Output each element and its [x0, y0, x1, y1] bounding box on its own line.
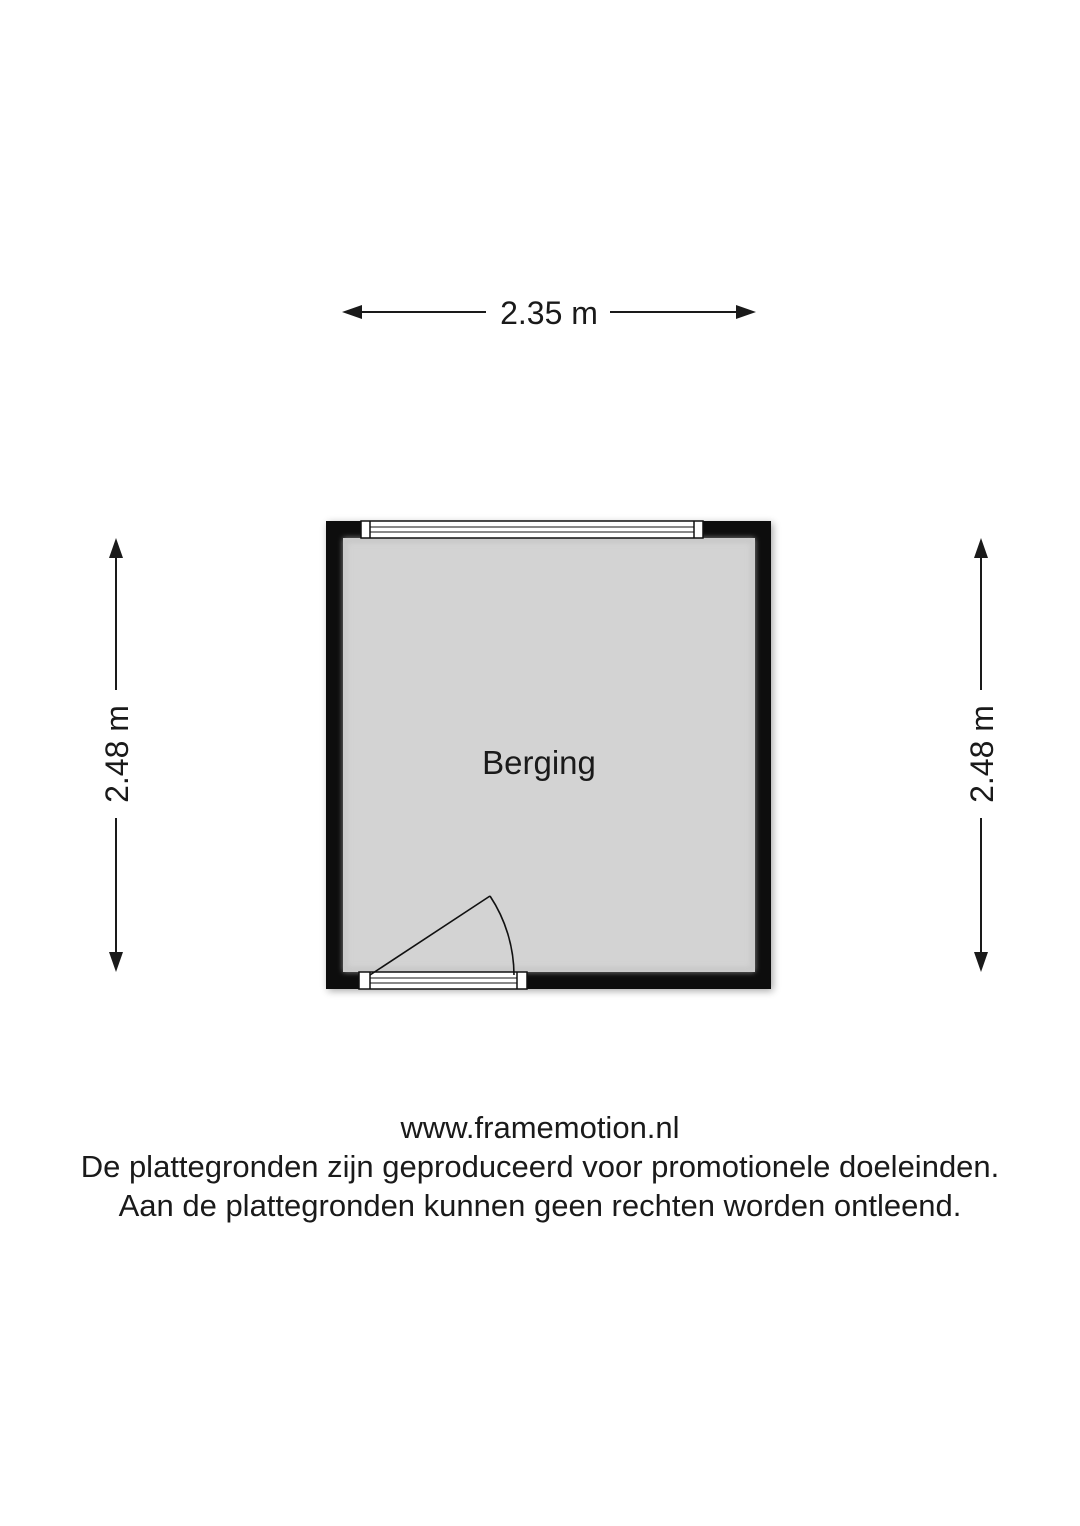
width-dimension: [342, 295, 756, 331]
website-link[interactable]: www.framemotion.nl: [400, 1110, 680, 1145]
footer: [0, 1108, 1080, 1225]
room-berging: [326, 521, 771, 989]
disclaimer-line-2: Aan de plattegronden kunnen geen rechten worden ontleend.: [118, 1188, 962, 1223]
room-label: Berging: [482, 744, 596, 781]
disclaimer-line-1: De plattegronden zijn geproduceerd voor promotionele doeleinden.: [80, 1149, 1000, 1184]
arrow-up-icon: [109, 538, 123, 558]
arrow-down-icon: [974, 952, 988, 972]
height-dimension-left: [99, 538, 135, 972]
height-label-right: 2.48 m: [964, 705, 1000, 803]
arrow-up-icon: [974, 538, 988, 558]
window-top: [361, 521, 703, 538]
width-label: 2.35 m: [500, 295, 598, 331]
height-label-left: 2.48 m: [99, 705, 135, 803]
arrow-left-icon: [342, 305, 362, 319]
arrow-right-icon: [736, 305, 756, 319]
height-dimension-right: [964, 538, 1000, 972]
arrow-down-icon: [109, 952, 123, 972]
